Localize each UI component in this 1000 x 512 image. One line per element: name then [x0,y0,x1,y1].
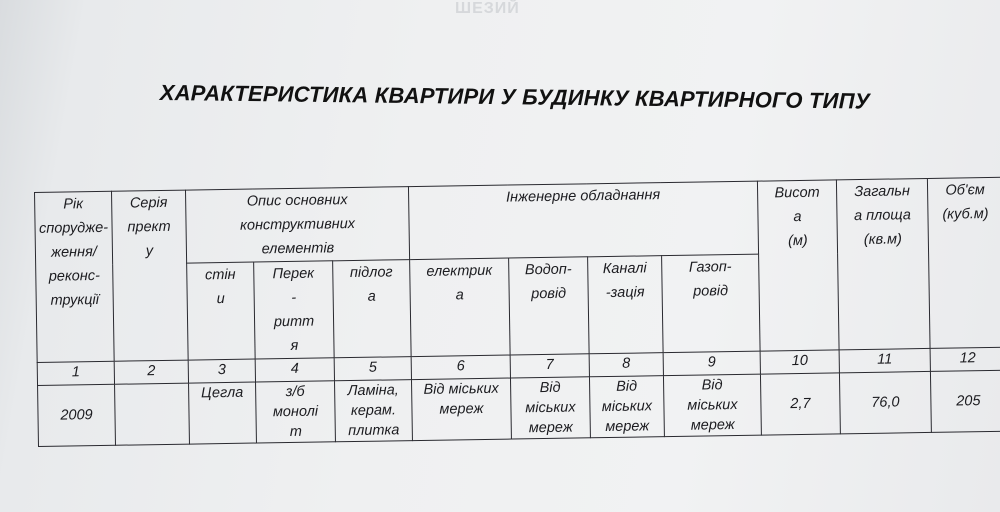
column-number: 1 [37,361,114,385]
header-sewer: Каналі -зація [588,256,664,354]
header-walls: стін и [187,262,256,360]
cell-walls: Цегла [189,382,257,444]
cell-floor: Ламіна, керам. плитка [335,380,413,442]
column-number: 8 [589,353,663,377]
cell-volume: 205 [930,370,1000,432]
faint-bleed-through-text: ШЕЗИЙ [455,0,520,17]
document-title: ХАРАКТЕРИСТИКА КВАРТИРИ У БУДИНКУ КВАРТИРНОГО ТИПУ [159,79,870,114]
cell-water: Від міських мереж [510,377,590,439]
header-total-area: Загальн а площа (кв.м) [836,178,930,349]
cell-electric: Від міських мереж [411,378,511,441]
column-number: 4 [255,358,334,382]
cell-sewer: Від міських мереж [589,376,664,438]
cell-year: 2009 [38,384,116,446]
column-number: 5 [334,357,411,381]
header-engineering: Інженерне обладнання [408,181,758,259]
cell-series [115,383,190,445]
header-series: Серія прект у [111,190,188,361]
column-number: 11 [839,348,930,372]
cell-ceilings: з/б монолі т [256,381,336,443]
column-number: 7 [510,354,589,378]
header-year: Рік спорудже- ження/ реконс- трукції [35,191,115,362]
apartment-characteristics-table [34,177,1000,447]
column-number: 2 [114,360,188,384]
header-ceilings: Перек - ритт я [254,261,335,359]
header-height: Висот а (м) [757,180,839,351]
header-electric: електрик а [410,258,511,357]
column-number: 12 [930,347,1000,371]
column-number: 6 [411,355,510,380]
header-gas: Газоп- ровід [662,254,761,353]
column-number: 3 [188,359,255,383]
header-volume: Об'єм (куб.м) [927,177,1000,348]
header-construction: Опис основних конструктивних елементів [185,187,409,263]
cell-height: 2,7 [760,373,840,435]
header-floor: підлог а [333,260,412,358]
cell-total-area: 76,0 [839,371,931,433]
column-number: 9 [663,351,760,376]
header-water: Водоп- ровід [509,257,590,355]
cell-gas: Від міських мереж [663,374,761,437]
column-number: 10 [760,350,839,374]
